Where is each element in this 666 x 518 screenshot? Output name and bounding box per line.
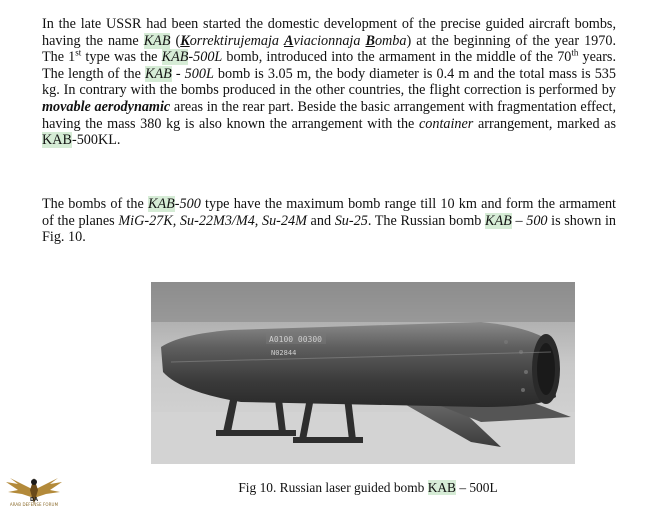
svg-text:DA: DA	[29, 497, 39, 503]
svg-text:N02844: N02844	[271, 349, 297, 357]
forum-logo-text: ARAB DEFENSE FORUM	[9, 502, 59, 507]
bomb-photo-illustration	[151, 282, 575, 464]
figure-caption: Fig 10. Russian laser guided bomb KAB – 500L	[238, 480, 498, 495]
paragraph-kab-history: In the late USSR had been started the domestic development of the precise guided aircraft bombs, having the name KAB (Korrektirujemaja Aviacionnaja Bomba) at the beginning of the year 1970. The 1st type was the KAB-500L bomb, introduced into the armament in the middle of the 70th years. The length of the KAB - 500L bomb is 3.05 m, the body diameter is 0.4 m and the total mass is 535 kg. In contrary with the bombs produced in the other countries, the flight correction is performed by movable aerodynamic areas in the rear part. Beside the basic arrangement with fragmentation effect, having the mass 380 kg is also known the arrangement with the container arrangement, marked as KAB-500KL.	[42, 16, 617, 149]
forum-logo-icon	[4, 468, 64, 516]
svg-text:A0100 00300: A0100 00300	[269, 335, 322, 344]
figure-bomb-photo	[151, 282, 575, 464]
paragraph-kab500-range: The bombs of the KAB-500 type have the maximum bomb range till 10 km and form the armament of the planes MiG-27K, Su-22M3/M4, Su-24M and Su-25. The Russian bomb KAB – 500 is shown in Fig. 10.	[42, 196, 616, 246]
